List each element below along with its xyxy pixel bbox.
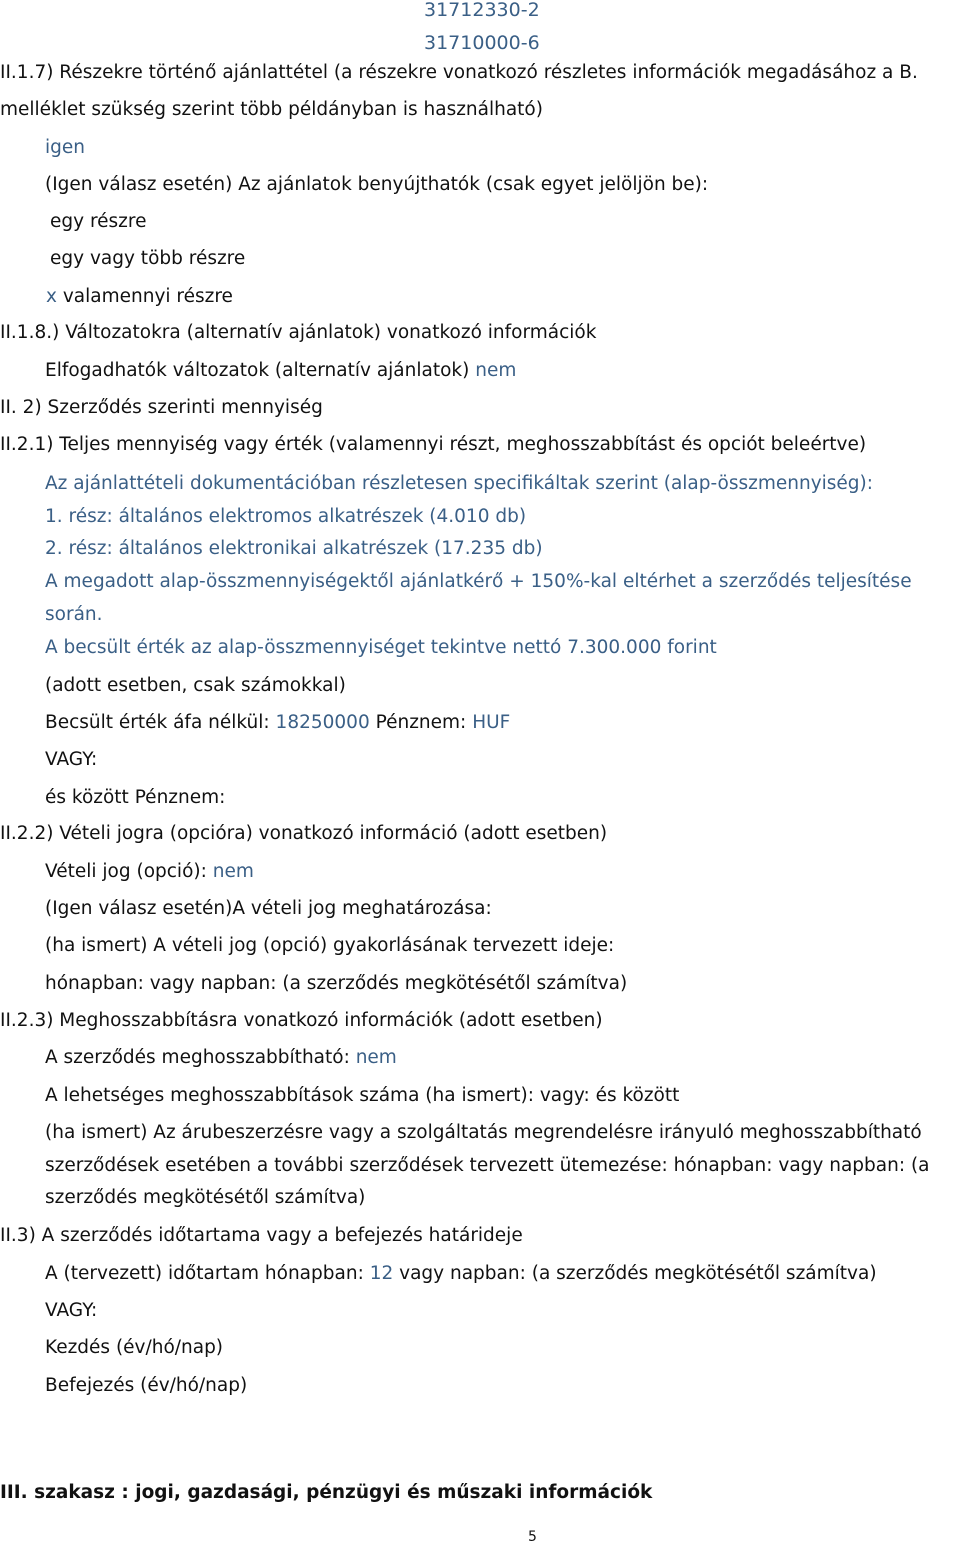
- deviation-paragraph: A megadott alap-összmennyiségektől ajánlatkérő + 150%-kal eltérhet a szerződés teljesítése: [45, 571, 912, 592]
- condition-text: (Igen válasz esetén) Az ajánlatok benyújthatók (csak egyet jelöljön be):: [45, 174, 709, 195]
- variants-line: [45, 362, 516, 381]
- duration-label: A (tervezett) időtartam hónapban:: [45, 1263, 364, 1284]
- currency-value: HUF: [472, 712, 511, 733]
- section-title: II.1.8.) Változatokra (alternatív ajánlatok) vonatkozó információk: [0, 322, 597, 343]
- numbers-only-note: (adott esetben, csak számokkal): [45, 675, 346, 696]
- extension-count-line: A lehetséges meghosszabbítások száma (ha ismert): vagy: és között: [45, 1085, 680, 1106]
- end-date-label: Befejezés (év/hó/nap): [45, 1375, 248, 1396]
- estimated-value-paragraph: A becsült érték az alap-összmennyiséget tekintve nettó 7.300.000 forint: [45, 637, 717, 658]
- section-title: II.1.7) Részekre történő ajánlattétel (a részekre vonatkozó részletes információk megadásához a B.: [0, 62, 918, 83]
- option-label: valamennyi részre: [62, 286, 233, 307]
- section-title: II.3) A szerződés időtartama vagy a befejezés határideje: [0, 1225, 523, 1246]
- option-timing-line: (ha ismert) A vételi jog (opció) gyakorlásának tervezett ideje:: [45, 935, 615, 956]
- range-line: és között Pénznem:: [45, 787, 226, 808]
- page-number: 5: [528, 1529, 537, 1545]
- option-one-or-more: egy vagy több részre: [50, 248, 246, 269]
- extension-value: nem: [355, 1047, 397, 1068]
- duration-line: [45, 1265, 877, 1284]
- variants-label: Elfogadhatók változatok (alternatív ajánlatok): [45, 360, 470, 381]
- section-title: II.2.1) Teljes mennyiség vagy érték (valamennyi részt, meghosszabbítást és opciót beleértve): [0, 434, 867, 455]
- section-title: II.2.3) Meghosszabbításra vonatkozó információk (adott esetben): [0, 1010, 603, 1031]
- reference-code: 31712330-2: [424, 0, 540, 21]
- or-separator: VAGY:: [45, 1300, 98, 1321]
- currency-label: Pénznem:: [375, 712, 467, 733]
- option-period-line: hónapban: vagy napban: (a szerződés megkötésétől számítva): [45, 973, 628, 994]
- part-2-quantity: 2. rész: általános elektronikai alkatrészek (17.235 db): [45, 538, 543, 559]
- estimated-value-line: [45, 714, 510, 733]
- option-definition-line: (Igen válasz esetén)A vételi jog meghatározása:: [45, 898, 492, 919]
- part-heading: III. szakasz : jogi, gazdasági, pénzügyi és műszaki információk: [0, 1482, 653, 1503]
- option-all-parts: [46, 288, 233, 307]
- extension-schedule-line: szerződések esetében a további szerződések tervezett ütemezése: hónapban: vagy napban: (a: [45, 1155, 930, 1176]
- part-1-quantity: 1. rész: általános elektromos alkatrészek (4.010 db): [45, 506, 527, 527]
- section-title-continued: melléklet szükség szerint több példányban is használható): [0, 99, 543, 120]
- extension-schedule-line: szerződés megkötésétől számítva): [45, 1187, 366, 1208]
- start-date-label: Kezdés (év/hó/nap): [45, 1337, 224, 1358]
- answer-value: igen: [45, 137, 85, 158]
- option-single-part: egy részre: [50, 211, 147, 232]
- extension-label: A szerződés meghosszabbítható:: [45, 1047, 350, 1068]
- estimate-value: 18250000: [275, 712, 370, 733]
- variants-value: nem: [475, 360, 517, 381]
- option-value: nem: [212, 861, 254, 882]
- extension-schedule-line: (ha ismert) Az árubeszerzésre vagy a szolgáltatás megrendelésre irányuló meghosszabbítható: [45, 1122, 922, 1143]
- or-separator: VAGY:: [45, 749, 98, 770]
- duration-value: 12: [369, 1263, 394, 1284]
- quantity-paragraph: Az ajánlattételi dokumentációban részletesen specifikáltak szerint (alap-összmennyiség):: [45, 473, 873, 494]
- reference-code: 31710000-6: [424, 32, 540, 54]
- selected-mark: x: [46, 286, 57, 307]
- option-line: [45, 863, 254, 882]
- section-title: II. 2) Szerződés szerinti mennyiség: [0, 397, 323, 418]
- estimate-label: Becsült érték áfa nélkül:: [45, 712, 270, 733]
- option-label: Vételi jog (opció):: [45, 861, 207, 882]
- deviation-paragraph-continued: során.: [45, 604, 103, 625]
- duration-suffix: vagy napban: (a szerződés megkötésétől számítva): [399, 1263, 877, 1284]
- section-title: II.2.2) Vételi jogra (opcióra) vonatkozó információ (adott esetben): [0, 823, 608, 844]
- extension-line: [45, 1049, 397, 1068]
